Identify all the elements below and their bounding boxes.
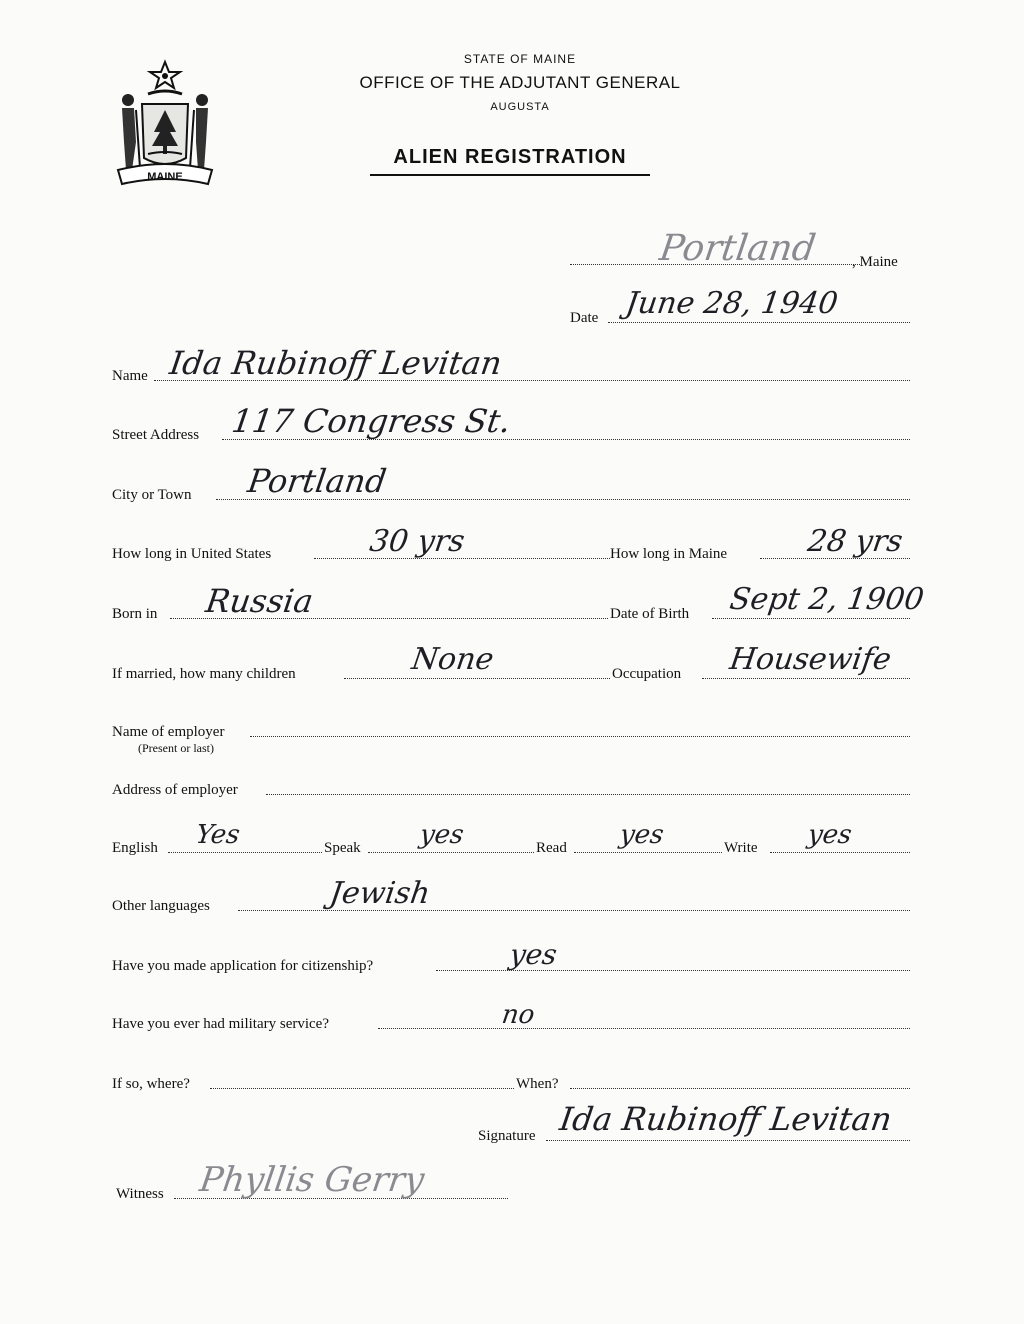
occupation-line	[702, 678, 910, 679]
children-line	[344, 678, 610, 679]
when-line	[570, 1088, 910, 1089]
place-suffix: , Maine	[852, 254, 898, 270]
header-city: AUGUSTA	[490, 101, 550, 113]
employer-line	[250, 736, 910, 737]
header-state: STATE OF MAINE	[463, 52, 577, 66]
signature-line	[546, 1140, 910, 1141]
street-value: 117 Congress St.	[229, 402, 513, 440]
how-long-us-label: How long in United States	[112, 546, 272, 562]
where-line	[210, 1088, 514, 1089]
occupation-value: Housewife	[727, 642, 894, 677]
street-label: Street Address	[112, 427, 200, 443]
military-value: no	[499, 1000, 537, 1030]
dob-line	[712, 618, 910, 619]
employer-label: Name of employer	[112, 724, 225, 740]
title-underline	[370, 174, 650, 176]
military-label: Have you ever had military service?	[112, 1016, 329, 1032]
english-line	[168, 852, 322, 853]
date-line	[608, 322, 910, 323]
place-value: Portland	[657, 228, 819, 269]
signature-label: Signature	[478, 1128, 536, 1144]
date-label: Date	[570, 310, 599, 326]
witness-value: Phyllis Gerry	[197, 1160, 427, 1200]
header-office: OFFICE OF THE ADJUTANT GENERAL	[359, 73, 681, 92]
seal-ribbon-text: MAINE	[147, 171, 183, 183]
how-long-maine-label: How long in Maine	[610, 546, 728, 562]
military-line	[378, 1028, 910, 1029]
signature-value: Ida Rubinoff Levitan	[557, 1100, 895, 1138]
dob-value: Sept 2, 1900	[727, 582, 927, 617]
how-long-us-value: 30 yrs	[367, 524, 467, 559]
occupation-label: Occupation	[612, 666, 682, 682]
name-label: Name	[112, 368, 148, 384]
read-value: yes	[617, 820, 666, 850]
form-title: ALIEN REGISTRATION	[393, 146, 627, 168]
state-seal-icon	[110, 58, 220, 188]
children-value: None	[409, 642, 496, 677]
write-value: yes	[805, 820, 854, 850]
speak-label: Speak	[324, 840, 361, 856]
city-value: Portland	[245, 462, 389, 500]
speak-value: yes	[417, 820, 466, 850]
born-in-value: Russia	[203, 582, 316, 620]
read-label: Read	[536, 840, 567, 856]
employer-address-line	[266, 794, 910, 795]
citizenship-label: Have you made application for citizenship?	[112, 958, 374, 974]
city-label: City or Town	[112, 487, 192, 503]
english-label: English	[112, 840, 158, 856]
employer-sub-label: (Present or last)	[138, 741, 214, 755]
citizenship-value: yes	[507, 938, 560, 971]
date-value: June 28, 1940	[623, 286, 841, 321]
english-value: Yes	[193, 820, 242, 850]
where-label: If so, where?	[112, 1076, 190, 1092]
how-long-maine-value: 28 yrs	[805, 524, 905, 559]
write-label: Write	[724, 840, 758, 856]
other-languages-label: Other languages	[112, 898, 210, 914]
read-line	[574, 852, 722, 853]
when-label: When?	[516, 1076, 559, 1092]
other-languages-value: Jewish	[327, 876, 433, 911]
write-line	[770, 852, 910, 853]
children-label: If married, how many children	[112, 666, 296, 682]
dob-label: Date of Birth	[610, 606, 690, 622]
name-value: Ida Rubinoff Levitan	[167, 344, 505, 382]
employer-address-label: Address of employer	[112, 782, 238, 798]
born-in-label: Born in	[112, 606, 158, 622]
witness-label: Witness	[116, 1186, 164, 1202]
speak-line	[368, 852, 534, 853]
